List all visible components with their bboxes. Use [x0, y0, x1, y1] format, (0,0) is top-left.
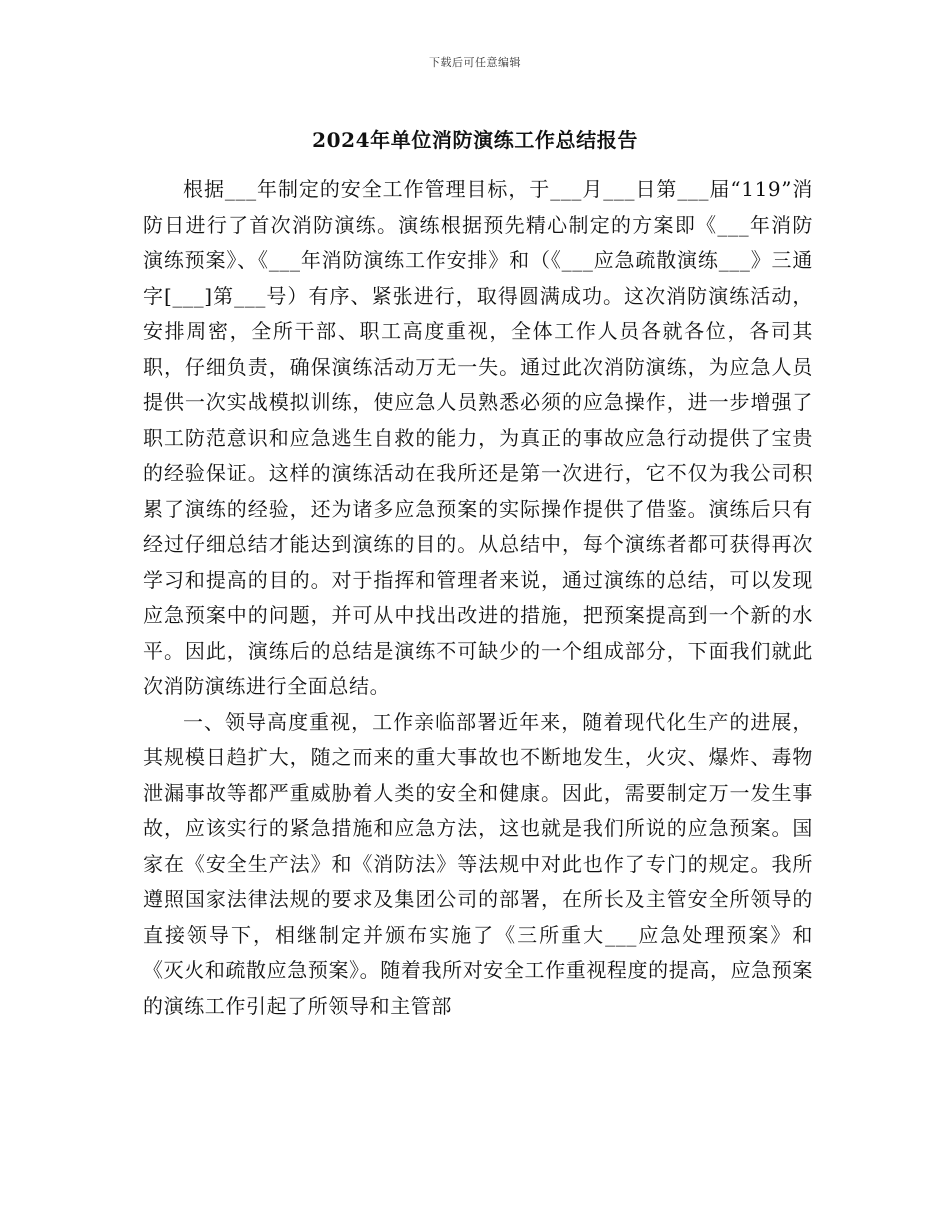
header-note: 下载后可任意编辑	[429, 56, 521, 69]
paragraph-intro: 根据___年制定的安全工作管理目标，于___月___日第___届“119”消防日进行了首次消防演练。演练根据预先精心制定的方案即《___年消防演练预案》、《___年消防演练工作安排》和（《___应急疏散演练___》三通字[___]第___号）有序、紧张进行，取得圆满成功。这次消防演练活动，安排周密，全所干部、职工高度重视，全体工作人员各就各位，各司其职，仔细负责，确保演练活动万无一失。通过此次消防演练，为应急人员提供一次实战模拟训练，使应急人员熟悉必须的应急操作，进一步增强了职工防范意识和应急逃生自救的能力，为真正的事故应急行动提供了宝贵的经验保证。这样的演练活动在我所还是第一次进行，它不仅为我公司积累了演练的经验，还为诸多应急预案的实际操作提供了借鉴。演练后只有经过仔细总结才能达到演练的目的。从总结中，每个演练者都可获得再次学习和提高的目的。对于指挥和管理者来说，通过演练的总结，可以发现应急预案中的问题，并可从中找出改进的措施，把预案提高到一个新的水平。因此，演练后的总结是演练不可缺少的一个组成部分，下面我们就此次消防演练进行全面总结。	[143, 177, 813, 698]
document-body	[143, 172, 813, 1024]
paragraph-section-1: 一、领导高度重视，工作亲临部署近年来，随着现代化生产的进展，其规模日趋扩大，随之而来的重大事故也不断地发生，火灾、爆炸、毒物泄漏事故等都严重威胁着人类的安全和健康。因此，需要制定万一发生事故，应该实行的紧急措施和应急方法，这也就是我们所说的应急预案。国家在《安全生产法》和《消防法》等法规中对此也作了专门的规定。我所遵照国家法律法规的要求及集团公司的部署，在所长及主管安全所领导的直接领导下，相继制定并颁布实施了《三所重大___应急处理预案》和《灭火和疏散应急预案》。随着我所对安全工作重视程度的提高，应急预案的演练工作引起了所领导和主管部	[143, 709, 813, 1018]
document-title: 2024年单位消防演练工作总结报告	[312, 128, 638, 152]
